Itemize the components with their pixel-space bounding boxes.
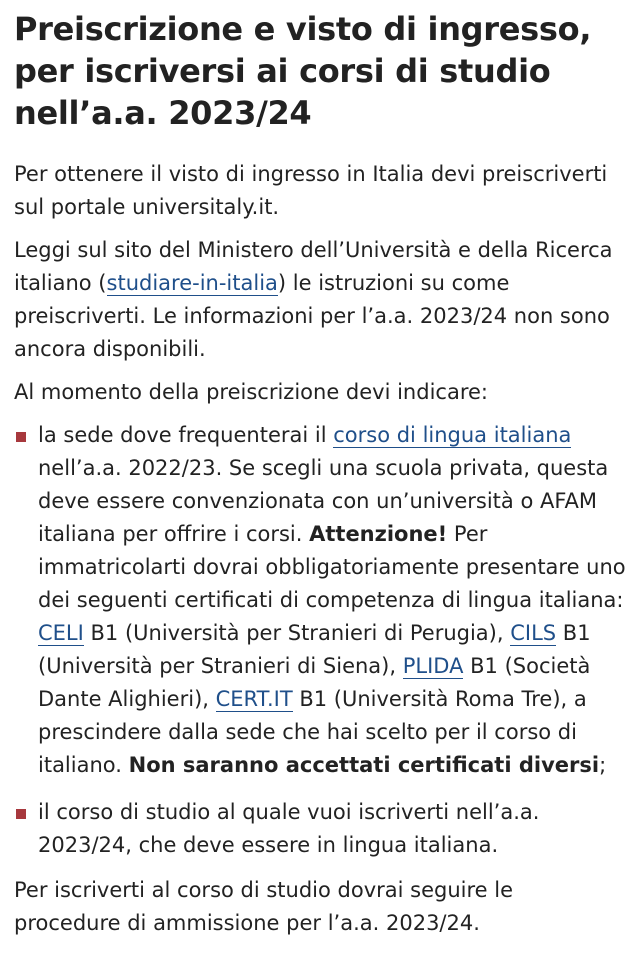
admission-paragraph: Per iscriverti al corso di studio dovrai seguire le procedure di ammissione per l’a.a. 2023/24. (14, 878, 514, 935)
warning-text: Non saranno accettati certificati diversi (128, 753, 600, 777)
page-title: Preiscrizione e visto di ingresso, per iscriversi ai corsi di studio nell’a.a. 2023/24 (14, 10, 592, 132)
list-item: il corso di studio al quale vuoi iscriverti nell’a.a. 2023/24, che deve essere in lingua italiana. (14, 796, 626, 862)
ministry-paragraph (14, 234, 626, 366)
attention-label: Attenzione! (309, 522, 448, 546)
cils-link[interactable]: CILS (510, 621, 557, 645)
requirements-intro: Al momento della preiscrizione devi indicare: (14, 380, 488, 404)
requirements-list (14, 419, 626, 862)
ministry-text-before: Leggi sul sito del Ministero dell’Università e della Ricerca italiano ( (14, 238, 613, 295)
cert-it-link[interactable]: CERT.IT (215, 687, 293, 711)
ministry-text-after: ) le istruzioni su come preiscriverti. Le informazioni per l’a.a. 2023/24 non sono ancora disponibili. (14, 271, 610, 361)
plida-link[interactable]: PLIDA (402, 654, 464, 678)
studiare-in-italia-link[interactable]: studiare-in-italia (106, 271, 278, 295)
italian-course-link[interactable]: corso di lingua italiana (333, 423, 572, 447)
celi-link[interactable]: CELI (38, 621, 84, 645)
square-bullet-icon (16, 809, 26, 819)
square-bullet-icon (16, 432, 26, 442)
intro-paragraph: Per ottenere il visto di ingresso in Italia devi preiscriverti sul portale universitaly.it. (14, 162, 608, 219)
list-item: la sede dove frequenterai il corso di lingua italiana nell’a.a. 2022/23. Se scegli una scuola privata, questa deve essere convenzionata con un’università o AFAM italiana per offrire i corsi. Attenzione! Per immatricolarti dovrai obbligatoriamente presentare uno dei seguenti certificati di competenza di lingua italiana: CELI B1 (Università per Stranieri di Perugia), CILS B1 (Università per Stranieri di Siena), PLIDA B1 (Società Dante Alighieri), CERT.IT B1 (Università Roma Tre), a prescindere dalla sede che hai scelto per il corso di italiano. Non saranno accettati certificati diversi; (14, 419, 626, 782)
